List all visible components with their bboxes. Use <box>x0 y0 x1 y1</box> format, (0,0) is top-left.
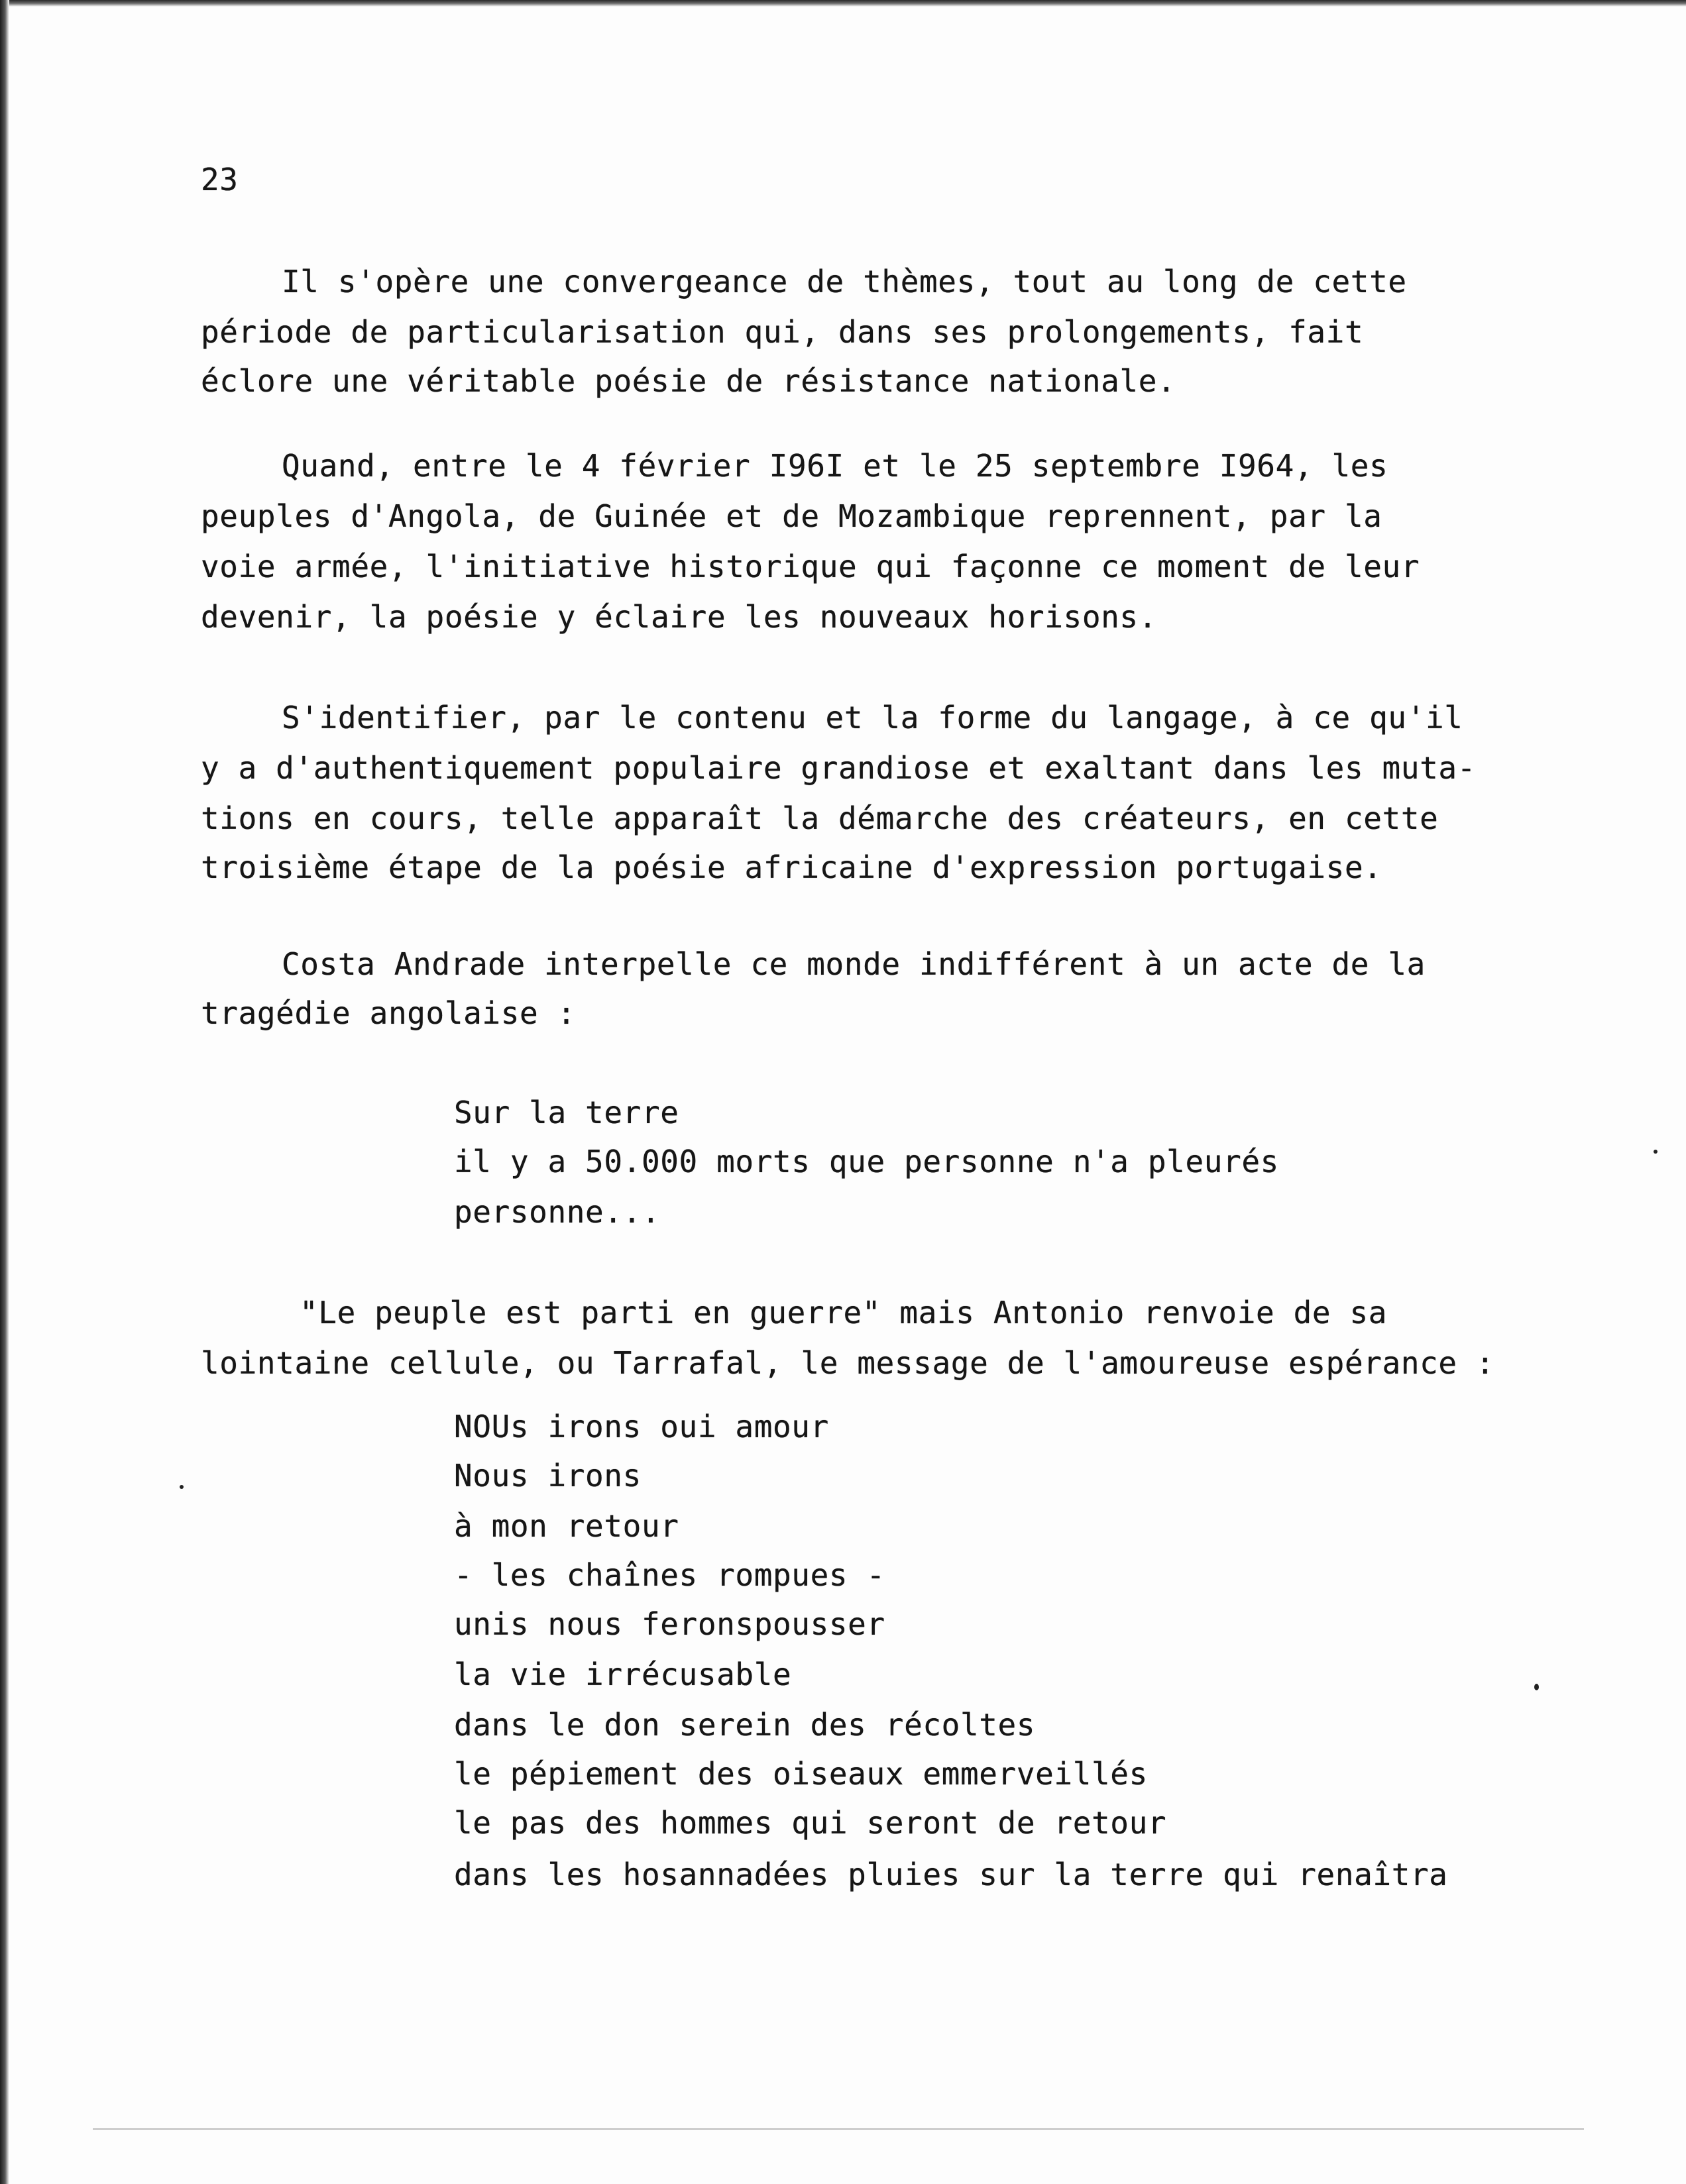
paragraph-3-line-4: troisième étape de la poésie africaine d'expression portugaise. <box>201 849 1382 885</box>
poem-2-line-8: le pépiement des oiseaux emmerveillés <box>454 1756 1148 1792</box>
poem-2-line-7: dans le don serein des récoltes <box>454 1707 1036 1743</box>
poem-2-line-1: NOUs irons oui amour <box>454 1409 829 1445</box>
paragraph-1-line-2: période de particularisation qui, dans ses prolongements, fait <box>201 314 1364 350</box>
scan-speck <box>1534 1684 1539 1690</box>
poem-2-line-6: la vie irrécusable <box>454 1657 792 1692</box>
paragraph-4-line-2: tragédie angolaise : <box>201 995 576 1031</box>
paragraph-2-line-2: peuples d'Angola, de Guinée et de Mozambique reprennent, par la <box>201 498 1382 534</box>
paragraph-2-line-1: Quand, entre le 4 février I96I et le 25 septembre I964, les <box>282 448 1388 484</box>
paragraph-2-line-3: voie armée, l'initiative historique qui façonne ce moment de leur <box>201 549 1420 584</box>
page-left-edge <box>0 0 9 2184</box>
poem-2-line-10: dans les hosannadées pluies sur la terre qui renaîtra <box>454 1857 1448 1892</box>
paragraph-3-line-3: tions en cours, telle apparaît la démarche des créateurs, en cette <box>201 800 1439 836</box>
scan-speck <box>180 1485 184 1489</box>
page-top-edge <box>0 0 1686 7</box>
paragraph-1-line-3: éclore une véritable poésie de résistance nationale. <box>201 363 1176 399</box>
poem-2-line-2: Nous irons <box>454 1458 642 1494</box>
page-number: 23 <box>201 162 239 197</box>
paragraph-2-line-4: devenir, la poésie y éclaire les nouveaux horisons. <box>201 599 1158 635</box>
poem-2-line-9: le pas des hommes qui seront de retour <box>454 1805 1167 1841</box>
poem-2-line-3: à mon retour <box>454 1508 679 1544</box>
poem-1-line-3: personne... <box>454 1194 661 1230</box>
poem-1-line-2: il y a 50.000 morts que personne n'a pleurés <box>454 1144 1279 1179</box>
paragraph-3-line-1: S'identifier, par le contenu et la forme du langage, à ce qu'il <box>282 700 1463 736</box>
paragraph-5-line-1: "Le peuple est parti en guerre" mais Antonio renvoie de sa <box>300 1295 1388 1331</box>
poem-1-line-1: Sur la terre <box>454 1095 679 1130</box>
paragraph-5-line-2: lointaine cellule, ou Tarrafal, le message de l'amoureuse espérance : <box>201 1345 1495 1381</box>
poem-2-line-4: - les chaînes rompues - <box>454 1557 885 1593</box>
paragraph-1-line-1: Il s'opère une convergeance de thèmes, tout au long de cette <box>282 264 1407 300</box>
page-bottom-edge <box>93 2128 1584 2130</box>
paragraph-4-line-1: Costa Andrade interpelle ce monde indifférent à un acte de la <box>282 946 1426 982</box>
paragraph-3-line-2: y a d'authentiquement populaire grandiose et exaltant dans les muta- <box>201 750 1477 786</box>
poem-2-line-5: unis nous feronspousser <box>454 1606 885 1642</box>
scan-speck <box>1654 1150 1658 1154</box>
